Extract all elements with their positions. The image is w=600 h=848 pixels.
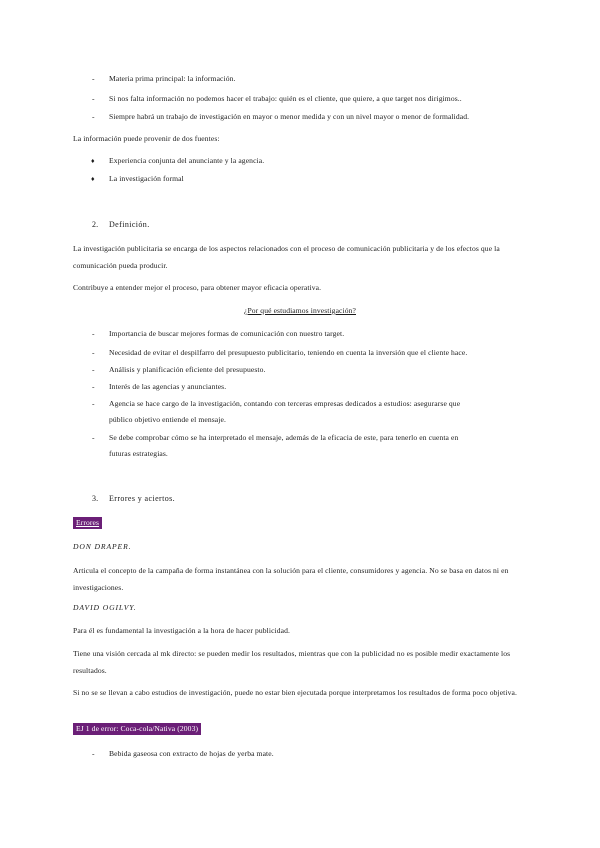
list-item-text: Necesidad de evitar el despilfarro del presupuesto publicitario, teniendo en cuenta la inversión que el cliente hace. bbox=[109, 348, 468, 357]
dash-bullet: - bbox=[92, 382, 95, 391]
section-number: 2. bbox=[92, 220, 99, 229]
list-item-text: Siempre habrá un trabajo de investigación en mayor o menor medida y con un nivel mayor o menor de formalidad. bbox=[109, 112, 470, 121]
contrib-paragraph: Contribuye a entender mejor el proceso, para obtener mayor eficacia operativa. bbox=[73, 283, 322, 292]
draper-paragraph: Articula el concepto de la campaña de forma instantánea con la solución para el cliente, consumidores y agencia. No se basa en datos ni en investigaciones. bbox=[73, 566, 509, 592]
definition-paragraph: La investigación publicitaria se encarga de los aspectos relacionados con el proceso de comunicación publicitaria y de los efectos que la comunicación pueda producir. bbox=[73, 244, 500, 270]
list-item-text: Interés de las agencias y anunciantes. bbox=[109, 382, 227, 391]
dash-bullet: - bbox=[92, 94, 95, 103]
dash-bullet: - bbox=[92, 399, 95, 408]
don-draper-name: DON DRAPER. bbox=[73, 542, 132, 551]
sources-intro: La información puede provenir de dos fuentes: bbox=[73, 134, 220, 143]
dash-bullet: - bbox=[92, 749, 95, 758]
dash-bullet: - bbox=[92, 348, 95, 357]
list-item-text: público objetivo entiende el mensaje. bbox=[109, 415, 226, 424]
why-title: ¿Por qué estudiamos investigación? bbox=[243, 306, 356, 315]
dash-bullet: - bbox=[92, 112, 95, 121]
diamond-bullet-icon: ♦ bbox=[91, 175, 95, 183]
section-title: Errores y aciertos. bbox=[109, 494, 176, 503]
dash-bullet: - bbox=[92, 365, 95, 374]
david-ogilvy-name: DAVID OGILVY. bbox=[73, 603, 137, 612]
list-item-text: La investigación formal bbox=[109, 174, 184, 183]
list-item-text: Análisis y planificación eficiente del presupuesto. bbox=[109, 365, 266, 374]
list-item-text: Se debe comprobar cómo se ha interpretado el mensaje, además de la eficacia de este, para tenerlo en cuenta en bbox=[109, 433, 459, 442]
errores-tag: Errores bbox=[73, 517, 102, 529]
diamond-bullet-icon: ♦ bbox=[91, 157, 95, 165]
list-item-text: Agencia se hace cargo de la investigación, contando con terceras empresas dedicados a estudios: asegurarse que bbox=[109, 399, 461, 408]
dash-bullet: - bbox=[92, 433, 95, 442]
list-item-text: futuras estrategias. bbox=[109, 449, 168, 458]
list-item-text: Importancia de buscar mejores formas de comunicación con nuestro target. bbox=[109, 329, 345, 338]
list-item-text: Materia prima principal: la información. bbox=[109, 74, 236, 83]
ogilvy-paragraph-2: Tiene una visión cercada al mk directo: se pueden medir los resultados, mientras que con la publicidad no es posible medir exactamente los resultados. bbox=[73, 649, 511, 675]
list-item-text: Bebida gaseosa con extracto de hojas de yerba mate. bbox=[109, 749, 274, 758]
list-item-text: Si nos falta información no podemos hacer el trabajo: quién es el cliente, que quiere, a que target nos dirigimos.. bbox=[109, 94, 462, 103]
dash-bullet: - bbox=[92, 329, 95, 338]
ogilvy-paragraph-1: Para él es fundamental la investigación a la hora de hacer publicidad. bbox=[73, 626, 291, 635]
section-number: 3. bbox=[92, 494, 99, 503]
ogilvy-paragraph-3: Si no se se llevan a cabo estudios de investigación, puede no estar bien ejecutada porque interpretamos los resultados de forma poco objetiva. bbox=[73, 688, 517, 697]
list-item-text: Experiencia conjunta del anunciante y la agencia. bbox=[109, 156, 265, 165]
example-tag: EJ 1 de error: Coca-cola/Nativa (2003) bbox=[73, 723, 201, 735]
section-title: Definición. bbox=[109, 220, 150, 229]
dash-bullet: - bbox=[92, 74, 95, 83]
